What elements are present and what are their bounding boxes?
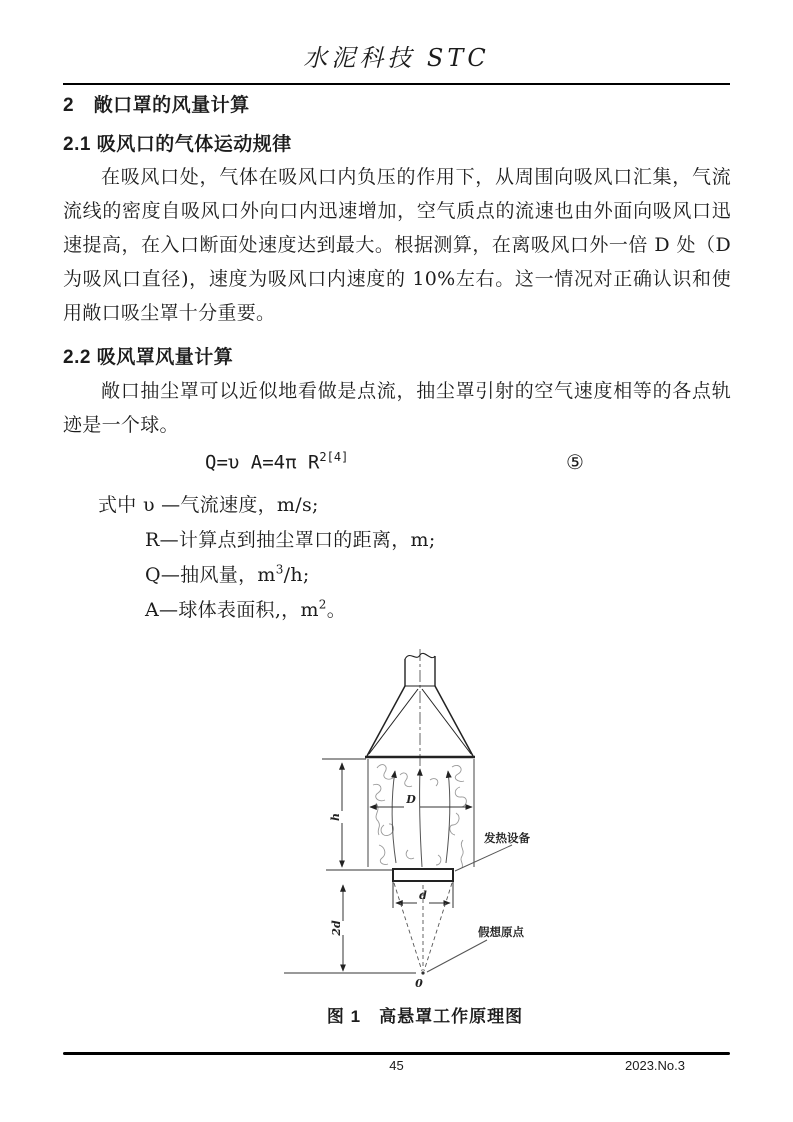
term-area-a <box>145 595 346 622</box>
term-velocity: 式中 υ —气流速度，m/s; <box>98 494 319 516</box>
term-q-text: Q—抽风量，m <box>145 564 276 586</box>
label-origin-0: 0 <box>415 977 423 990</box>
label-2d: 2d <box>330 920 343 936</box>
label-d: d <box>419 889 427 902</box>
formula-body: Q=υ A=4π R <box>205 451 320 474</box>
footer-page-number: 45 <box>389 1058 404 1073</box>
term-q-sup: 3 <box>275 562 284 577</box>
heat-source-rect <box>393 869 453 881</box>
term-a-sup: 2 <box>318 597 327 612</box>
journal-title: 水泥科技 STC <box>303 44 490 72</box>
section-2-1-heading: 2.1 吸风口的气体运动规律 <box>63 134 292 155</box>
imaginary-origin-leader <box>427 940 487 972</box>
paragraph-point-flow: 敞口抽尘罩可以近似地看做是点流，抽尘罩引射的空气速度相等的各点轨迹是一个球。 <box>63 380 731 436</box>
heating-equipment-leader <box>455 845 512 871</box>
section-2-heading: 2 敞口罩的风量计算 <box>63 95 250 116</box>
footer-issue-number: 2023.No.3 <box>625 1058 685 1073</box>
origin-dot <box>421 971 424 974</box>
section-2-2-heading: 2.2 吸风罩风量计算 <box>63 347 234 368</box>
hood-principle-diagram <box>280 645 560 1003</box>
label-D: D <box>406 793 416 806</box>
figure-1-caption: 图 1 高悬罩工作原理图 <box>326 1007 524 1026</box>
term-distance-r: R—计算点到抽尘罩口的距离，m; <box>145 529 436 551</box>
term-airflow-q <box>145 560 310 587</box>
formula-superscript: 2[4] <box>319 450 349 464</box>
figure-1-diagram <box>280 645 560 1003</box>
airflow-arrows <box>392 769 450 867</box>
footer-rule <box>63 1052 730 1055</box>
term-a-unit: 。 <box>326 599 347 621</box>
term-q-unit: /h; <box>283 564 310 586</box>
label-h: h <box>329 813 342 821</box>
header-rule <box>63 83 730 85</box>
formula-equation-5 <box>205 450 348 473</box>
paragraph-airflow-law: 在吸风口处，气体在吸风口内负压的作用下，从周围向吸风口汇集，气流流线的密度自吸风口外向口内迅速增加，空气质点的流速也由外面向吸风口迅速提高，在入口断面处速度达到最大。根据测算，在离吸风口外一倍 D 处（D 为吸风口直径)，速度为吸风口内速度的 10%左右。这一情况对正确认识和使用敞口吸尘罩十分重要。 <box>63 166 731 324</box>
term-a-text: A—球体表面积,，m <box>145 599 319 621</box>
label-heating-equipment: 发热设备 <box>484 833 530 845</box>
label-imaginary-origin: 假想原点 <box>478 927 524 939</box>
formula-number-badge: ⑤ <box>566 450 584 474</box>
